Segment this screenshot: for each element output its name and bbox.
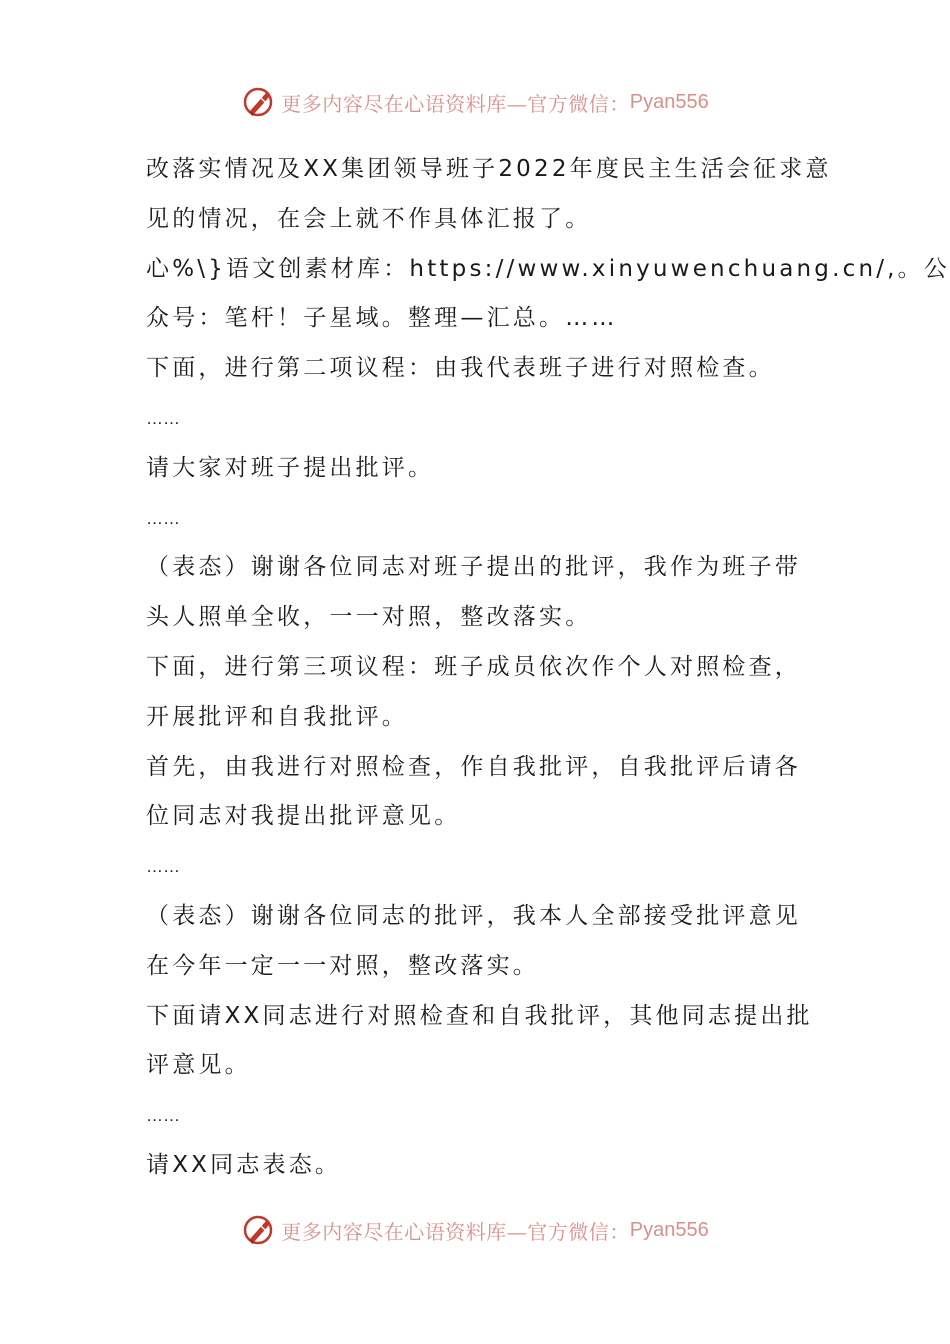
text-line: 位同志对我提出批评意见。 xyxy=(146,803,461,830)
header-banner xyxy=(0,82,950,122)
text-line: 请XX同志表态。 xyxy=(146,1151,342,1178)
text-line: 评意见。 xyxy=(146,1052,251,1079)
text-line: 心%\}语文创素材库：https://www.xinyuwenchuang.cn/,。公 xyxy=(146,255,950,282)
text-line: 改落实情况及XX集团领导班子2022年度民主生活会征求意 xyxy=(146,156,832,182)
ellipsis-line: …… xyxy=(146,857,180,877)
text-line: 头人照单全收，一一对照，整改落实。 xyxy=(146,604,592,631)
ellipsis-line: …… xyxy=(146,1106,180,1126)
pen-nib-circle-icon xyxy=(241,1212,277,1248)
banner-wechat-id: Pyan556 xyxy=(629,90,709,113)
ellipsis-line: …… xyxy=(146,408,180,428)
pen-nib-circle-icon xyxy=(241,84,277,120)
text-line: 开展批评和自我批评。 xyxy=(146,703,408,730)
text-line: 众号：笔杆！子星域。整理—汇总。…… xyxy=(146,305,618,332)
text-line: 下面，进行第三项议程：班子成员依次作个人对照检查， xyxy=(146,653,801,680)
document-body xyxy=(146,145,950,1191)
footer-banner xyxy=(0,1210,950,1250)
banner-wechat-id: Pyan556 xyxy=(629,1218,709,1241)
text-line: 请大家对班子提出批评。 xyxy=(146,454,435,481)
text-line: 首先，由我进行对照检查，作自我批评，自我批评后请各 xyxy=(146,753,801,780)
ellipsis-line: …… xyxy=(146,508,180,528)
text-line: （表态）谢谢各位同志对班子提出的批评，我作为班子带 xyxy=(146,554,801,581)
banner-text: 更多内容尽在心语资料库—官方微信： xyxy=(281,1219,630,1244)
text-line: 下面，进行第二项议程：由我代表班子进行对照检查。 xyxy=(146,355,775,382)
text-line: 见的情况，在会上就不作具体汇报了。 xyxy=(146,205,592,232)
text-line: （表态）谢谢各位同志的批评，我本人全部接受批评意见 xyxy=(146,902,801,929)
text-line: 下面请XX同志进行对照检查和自我批评，其他同志提出批 xyxy=(146,1002,813,1029)
text-line: 在今年一定一一对照，整改落实。 xyxy=(146,952,539,979)
banner-text: 更多内容尽在心语资料库—官方微信： xyxy=(281,91,630,116)
